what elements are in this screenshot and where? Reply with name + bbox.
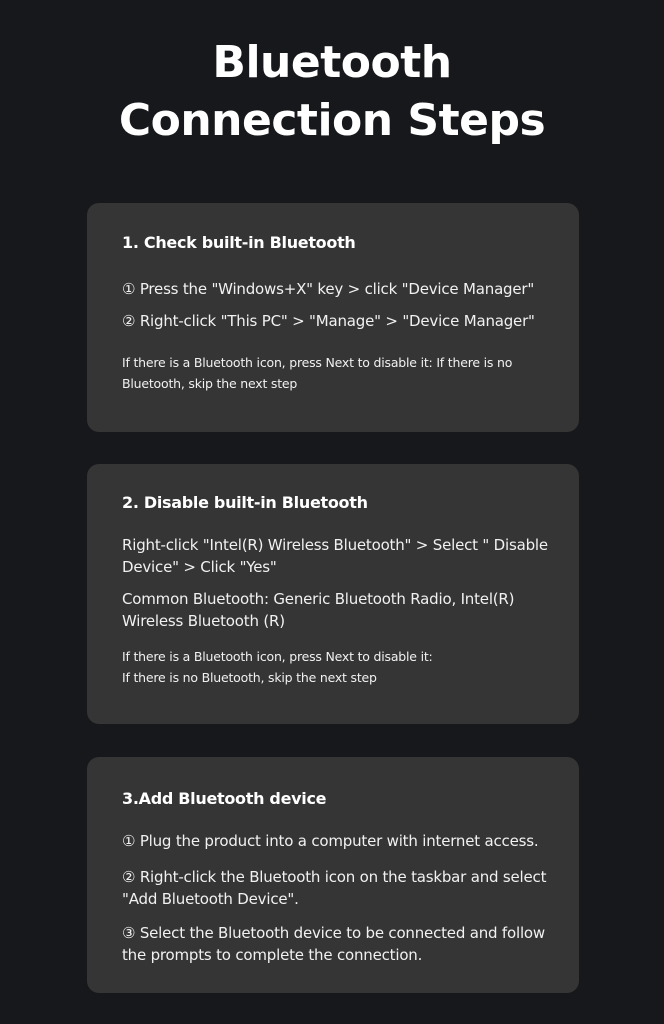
card-note <box>122 646 567 688</box>
card-title: 3.Add Bluetooth device <box>122 789 327 808</box>
page-title <box>0 34 664 150</box>
card-note-line-1: If there is a Bluetooth icon, press Next to disable it: <box>122 649 433 664</box>
step-item: ① Plug the product into a computer with internet access. <box>122 832 539 850</box>
step-card-check-builtin <box>87 203 579 432</box>
card-title: 2. Disable built-in Bluetooth <box>122 493 368 512</box>
page-title-line-2: Connection Steps <box>118 95 546 146</box>
card-note-line-2: If there is no Bluetooth, skip the next step <box>122 670 377 685</box>
card-note: If there is a Bluetooth icon, press Next to disable it: If there is no Bluetooth, skip the next step <box>122 355 513 391</box>
step-item: Right-click "Intel(R) Wireless Bluetooth" > Select " Disable Device" > Click "Yes" <box>122 536 548 576</box>
step-card-add-device <box>87 757 579 993</box>
page-title-line-1: Bluetooth <box>212 37 452 88</box>
step-item: Common Bluetooth: Generic Bluetooth Radio, Intel(R) Wireless Bluetooth (R) <box>122 590 515 630</box>
step-card-disable-builtin <box>87 464 579 724</box>
step-item: ① Press the "Windows+X" key > click "Device Manager" <box>122 280 535 298</box>
step-item: ② Right-click "This PC" > "Manage" > "Device Manager" <box>122 312 535 330</box>
card-title: 1. Check built-in Bluetooth <box>122 233 356 252</box>
step-item: ② Right-click the Bluetooth icon on the taskbar and select "Add Bluetooth Device". <box>122 868 547 908</box>
step-item: ③ Select the Bluetooth device to be connected and follow the prompts to complete the connection. <box>122 924 545 964</box>
